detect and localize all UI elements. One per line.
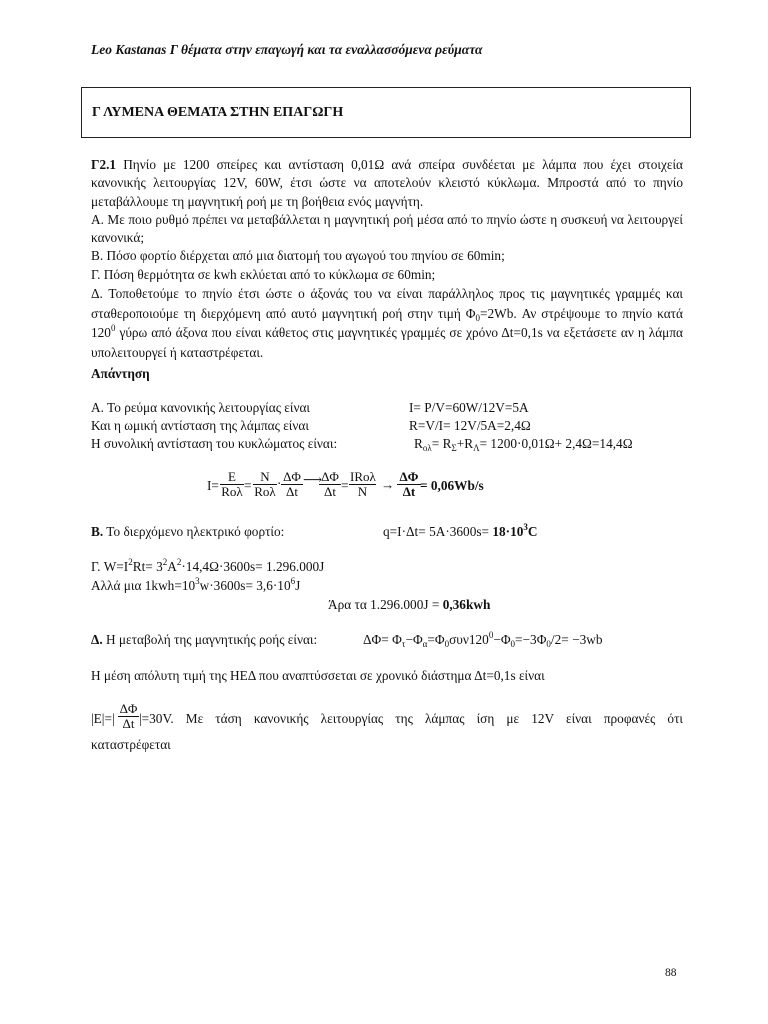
formula-arrow-2: → <box>381 477 395 492</box>
answer-a3-eq: $R_{o\lambda}= R_\Sigma+R_\Lambda= 1200\cdot 0,01\Omega+ 2,4\Omega=14,4\Omega$ <box>414 436 633 453</box>
question-b: Β. Πόσο φορτίο διέρχεται από μια διατομή του αγωγού του πηνίου σε 60min; <box>91 248 505 264</box>
formula-arrow-1: ⟶ <box>303 472 323 487</box>
answer-a1-eq: I= P/V=60W/12V=5A <box>409 400 529 415</box>
answer-d-eq: $\Delta\Phi= \Phi_\tau-\Phi_\alpha=\Phi_0\sigma\upsilon\nu 120^0-\Phi_0=-3\Phi_0/2= -3wb$ <box>363 630 603 649</box>
question-a: Α. Με ποιο ρυθμό πρέπει να μεταβάλλεται η μαγνητική ροή μέσα από το πηνίο ώστε η συσκευή να λειτουργεί κανονικά; <box>91 211 683 246</box>
problem-intro: Γ2.1 Πηνίο με 1200 σπείρες και αντίσταση 0,01Ω ανά σπείρα συνδέεται με λάμπα που έχει στοιχεία κανονικής λειτουργίας 12V, 60W, έτσι ώστε να αποτελούν κλειστό κύκλωμα. Μπροστά από το πηνίο μεταβάλλουμε τη μαγνητική ροή με τη βοήθεια ενός μαγνήτη. <box>91 157 683 209</box>
answer-c3: Άρα τα 1.296.000J = 0,36kwh <box>328 597 491 612</box>
answer-d: Δ. Η μεταβολή της μαγνητικής ροής είναι: <box>91 632 318 647</box>
formula-dot: · <box>277 476 282 491</box>
emf-line: Η μέση απόλυτη τιμή της ΗΕΔ που αναπτύσσεται σε χρονικό διάστημα Δt=0,1s είναι <box>91 668 545 683</box>
formula-result: = 0,06Wb/s <box>420 478 484 493</box>
answer-a2-text: Και η ωμική αντίσταση της λάμπας είναι <box>91 418 309 433</box>
final-end: καταστρέφεται <box>91 737 171 752</box>
formula-fraction-1: E Rολ <box>221 469 243 499</box>
page-number: 88 <box>665 967 677 979</box>
answer-a1-text: Α. Το ρεύμα κανονικής λειτουργίας είναι <box>91 400 311 415</box>
answer-b-eq: $q=I\cdot\Delta t= 5A\cdot 3600s= 18\cdot 10^3C$ <box>383 522 538 539</box>
final-fraction: $\frac{\Delta\Phi}{\Delta t}$ <box>119 701 138 731</box>
answer-a3-text: Η συνολική αντίσταση του κυκλώματος είναι: <box>91 436 338 451</box>
formula-eq-2: = <box>341 478 349 493</box>
formula-fraction-2: N Rολ <box>254 469 276 499</box>
question-c: Γ. Πόση θερμότητα σε kwh εκλύεται από το κύκλωμα σε 60min; <box>91 266 436 282</box>
answer-heading: Απάντηση <box>91 366 150 381</box>
formula-lhs: I= <box>207 478 219 493</box>
answer-a2-eq: R=V/I= 12V/5A=2,4Ω <box>409 418 531 433</box>
answer-b: Β. Το διερχόμενο ηλεκτρικό φορτίο: <box>91 524 285 539</box>
answer-c2: Αλλά μια $1kwh=10^3w\cdot 3600s= 3,6\cdot 10^6J$ <box>91 576 301 593</box>
running-header: Leo Kastanas Γ θέματα στην επαγωγή και τα εναλλασσόμενα ρεύματα <box>91 42 483 57</box>
formula-fraction-4: $\frac{\Delta\Phi}{\Delta t}$ <box>319 470 341 499</box>
formula-fraction-3: $\frac{\Delta\Phi}{\Delta t}$ <box>281 470 303 499</box>
answer-c1: Γ. $W=I^2Rt= 3^2A^2\cdot 14,4\Omega\cdot 3600s= 1.296.000J$ <box>91 557 325 574</box>
final-lhs: |E|=| <box>91 711 115 726</box>
final-rest: |=30V. Με τάση κανονικής λειτουργίας της λάμπας ίση με 12V είναι προφανές ότι <box>139 711 683 726</box>
section-title: Γ ΛΥΜΕΝΑ ΘΕΜΑΤΑ ΣΤΗΝ ΕΠΑΓΩΓΗ <box>92 105 344 120</box>
problem-statement <box>91 156 683 362</box>
formula-fraction-5: IRολ N <box>350 469 376 499</box>
formula-fraction-6: $\frac{\Delta\Phi}{\Delta t}$ <box>397 470 421 499</box>
formula-eq-1: = <box>244 478 252 493</box>
problem-label: Γ2.1 <box>91 157 117 172</box>
question-d: Δ. Τοποθετούμε το πηνίο έτσι ώστε ο άξονάς του να είναι παράλληλος προς τις μαγνητικές γραμμές και σταθεροποιούμε τη διερχόμενη από αυτό μαγνητική ροή στην τιμή $\Phi_0=2Wb$. Αν στρέψουμε το πηνίο κατά $120^0$ γύρω από άξονα που είναι κάθετος στις μαγνητικές γραμμές σε χρόνο Δt=0,1s να εξετάσετε αν η λάμπα υπολειτουργεί ή καταστρέφεται. <box>91 286 683 360</box>
section-title-box <box>81 87 691 138</box>
